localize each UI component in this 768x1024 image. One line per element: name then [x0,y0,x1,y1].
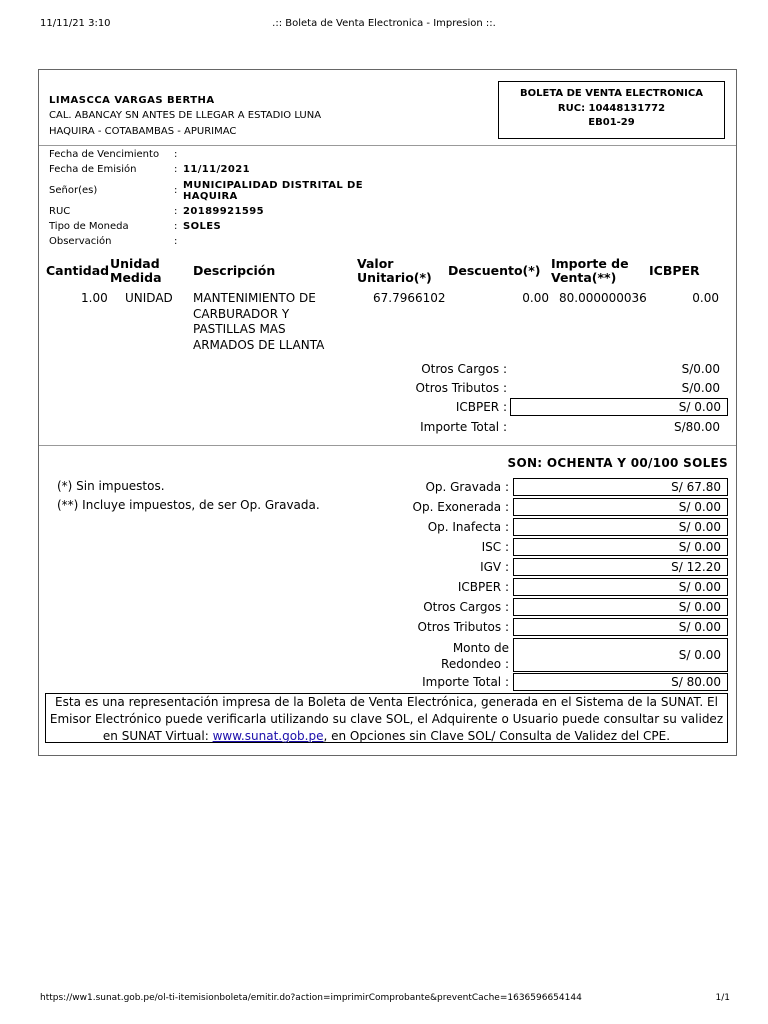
issuer-name: LIMASCCA VARGAS BERTHA [49,95,215,106]
field-label-customer: Señor(es) [49,185,98,196]
note-without-taxes: (*) Sin impuestos. [57,479,165,493]
document-number: EB01-29 [588,117,635,128]
field-colon: : [174,206,178,217]
field-colon: : [174,185,178,196]
row-unit-value: 67.7966102 [373,291,446,305]
summary-label: ISC : [481,540,509,554]
divider [39,145,736,146]
col-header-description: Descripción [193,263,276,278]
subtotal-label: Otros Cargos : [421,362,507,376]
row-quantity: 1.00 [81,291,108,305]
summary-label-rounding: Monto de Redondeo : [441,641,509,671]
field-label-observation: Observación [49,236,112,247]
field-label-issue-date: Fecha de Emisión [49,164,137,175]
receipt-document [38,69,737,756]
summary-label: Otros Cargos : [423,600,509,614]
print-page-title: .:: Boleta de Venta Electronica - Impresion ::. [272,18,496,29]
summary-value: S/ 0.00 [513,578,728,596]
row-description: MANTENIMIENTO DE CARBURADOR Y PASTILLAS MAS ARMADOS DE LLANTA [193,291,325,352]
field-label-ruc: RUC [49,206,71,217]
col-header-quantity: Cantidad [46,263,110,278]
subtotal-label: Importe Total : [420,420,507,434]
row-unit: UNIDAD [125,291,173,305]
summary-label-total: Importe Total : [422,675,509,689]
col-header-discount: Descuento(*) [448,263,541,278]
amount-in-words: SON: OCHENTA Y 00/100 SOLES [507,456,728,470]
col-header-unit: Unidad Medida [110,256,162,285]
row-sale-amount: 80.000000036 [559,291,647,305]
field-label-due-date: Fecha de Vencimiento [49,149,160,160]
subtotal-value: S/0.00 [681,381,720,395]
legal-text-after-link: , en Opciones sin Clave SOL/ Consulta de Validez del CPE. [323,729,671,743]
legal-text-before-link: Esta es una representación impresa de la Boleta de Venta Electrónica, generada en el Sistema de la SUNAT. El Emisor Electrónico puede verificarla utilizando su clave SOL, el Adquirente o Usuario puede consultar su validez en SUNAT Virtual: [49,695,724,743]
summary-label: Op. Gravada : [425,480,509,494]
field-colon: : [174,221,178,232]
field-value-customer: MUNICIPALIDAD DISTRITAL DE HAQUIRA [183,180,363,202]
note-includes-taxes: (**) Incluye impuestos, de ser Op. Gravada. [57,498,320,512]
col-header-icbper: ICBPER [649,263,700,278]
summary-value: S/ 0.00 [513,518,728,536]
summary-value: S/ 12.20 [513,558,728,576]
col-header-sale-amount: Importe de Venta(**) [551,256,629,285]
summary-value-total: S/ 80.00 [513,673,728,691]
summary-label: Otros Tributos : [417,620,509,634]
field-label-currency: Tipo de Moneda [49,221,129,232]
summary-label: ICBPER : [457,580,509,594]
summary-value: S/ 0.00 [513,638,728,672]
field-colon: : [174,236,178,247]
subtotal-label: ICBPER : [455,400,507,414]
summary-value: S/ 0.00 [513,598,728,616]
summary-value: S/ 67.80 [513,478,728,496]
field-value-ruc: 20189921595 [183,206,264,217]
summary-value: S/ 0.00 [513,498,728,516]
subtotal-value: S/80.00 [673,420,720,434]
subtotal-value: S/0.00 [681,362,720,376]
print-datetime: 11/11/21 3:10 [40,18,111,29]
row-icbper: 0.00 [692,291,719,305]
col-header-unit-value: Valor Unitario(*) [357,256,432,285]
summary-value: S/ 0.00 [513,618,728,636]
print-page-number: 1/1 [715,993,730,1003]
document-id-box [498,81,725,139]
print-url: https://ww1.sunat.gob.pe/ol-ti-itemisionboleta/emitir.do?action=imprimirComprobante&preventCache=1636596654144 [40,993,582,1003]
summary-label: Op. Exonerada : [412,500,509,514]
issuer-address-line2: HAQUIRA - COTABAMBAS - APURIMAC [49,126,237,137]
document-type: BOLETA DE VENTA ELECTRONICA [520,88,703,99]
divider [39,445,736,446]
summary-value: S/ 0.00 [513,538,728,556]
legal-notice [45,693,728,743]
summary-label: Op. Inafecta : [427,520,509,534]
field-colon: : [174,149,178,160]
subtotal-value-boxed: S/ 0.00 [510,398,728,416]
field-colon: : [174,164,178,175]
summary-label: IGV : [480,560,509,574]
field-value-currency: SOLES [183,221,222,232]
sunat-link[interactable]: www.sunat.gob.pe [212,729,324,743]
field-value-issue-date: 11/11/2021 [183,164,250,175]
row-discount: 0.00 [522,291,549,305]
document-ruc: RUC: 10448131772 [557,102,666,114]
issuer-address-line1: CAL. ABANCAY SN ANTES DE LLEGAR A ESTADIO LUNA [49,110,322,121]
subtotal-label: Otros Tributos : [415,381,507,395]
